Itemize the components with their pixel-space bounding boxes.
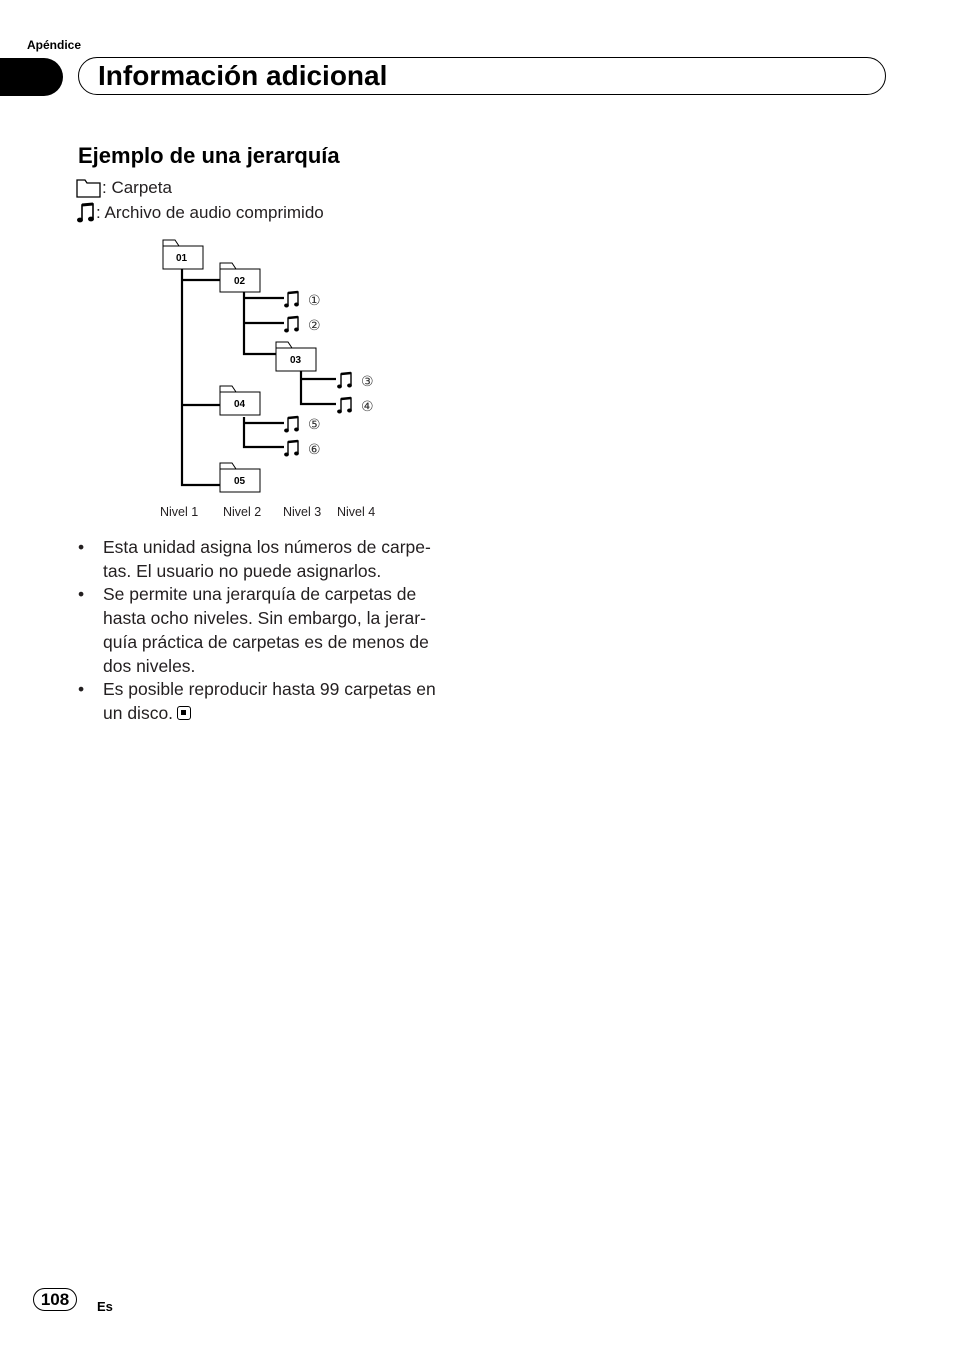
language-code: Es bbox=[97, 1299, 113, 1314]
folder-hierarchy-diagram bbox=[150, 230, 410, 530]
stop-square-icon bbox=[177, 706, 191, 720]
page-title: Información adicional bbox=[98, 60, 388, 91]
music-note-icon bbox=[284, 317, 299, 333]
folder-label-03: 03 bbox=[290, 355, 302, 366]
folder-02 bbox=[220, 263, 260, 292]
folder-01 bbox=[163, 240, 203, 269]
list-item bbox=[78, 583, 458, 678]
level-label-1: Nivel 1 bbox=[160, 505, 199, 519]
level-label-2: Nivel 2 bbox=[223, 505, 262, 519]
legend-audio bbox=[76, 202, 324, 224]
list-item-line: un disco. bbox=[103, 702, 174, 723]
file-marker-1: ① bbox=[308, 293, 321, 309]
list-item-line: tas. El usuario no puede asignarlos. bbox=[103, 560, 382, 581]
level-label-4: Nivel 4 bbox=[337, 505, 376, 519]
bullet-dot: • bbox=[78, 679, 85, 700]
file-marker-3: ③ bbox=[361, 374, 374, 390]
page-number: 108 bbox=[33, 1288, 77, 1311]
folder-label-01: 01 bbox=[176, 253, 188, 264]
legend-audio-label: : Archivo de audio comprimido bbox=[96, 203, 324, 222]
file-marker-4: ④ bbox=[361, 399, 374, 415]
music-note-icon bbox=[337, 398, 352, 414]
folder-03 bbox=[276, 342, 316, 371]
music-note-icon bbox=[284, 292, 299, 308]
chapter-tab bbox=[0, 58, 63, 96]
file-marker-2: ② bbox=[308, 318, 321, 334]
list-item-line: quía práctica de carpetas es de menos de bbox=[103, 631, 429, 652]
list-item-line: hasta ocho niveles. Sin embargo, la jerar- bbox=[103, 608, 426, 629]
bullet-dot: • bbox=[78, 537, 85, 557]
file-marker-6: ⑥ bbox=[308, 442, 321, 458]
list-item-line: dos niveles. bbox=[103, 655, 196, 676]
file-marker-5: ⑤ bbox=[308, 417, 321, 433]
folder-label-04: 04 bbox=[234, 399, 246, 410]
legend-folder-label: : Carpeta bbox=[102, 178, 172, 197]
list-item-line: Esta unidad asigna los números de carpe- bbox=[103, 537, 431, 557]
list-item-line: Es posible reproducir hasta 99 carpetas en bbox=[103, 679, 436, 700]
folder-05 bbox=[220, 463, 260, 492]
list-item bbox=[78, 678, 458, 725]
folder-label-02: 02 bbox=[234, 276, 246, 287]
list-item bbox=[78, 536, 458, 583]
music-note-icon bbox=[337, 373, 352, 389]
section-label: Apéndice bbox=[27, 38, 82, 52]
level-label-3: Nivel 3 bbox=[283, 505, 322, 519]
music-note-icon bbox=[76, 202, 96, 224]
notes-list bbox=[78, 536, 458, 726]
bullet-dot: • bbox=[78, 584, 85, 605]
music-note-icon bbox=[284, 417, 299, 433]
legend-folder bbox=[76, 178, 172, 198]
section-heading: Ejemplo de una jerarquía bbox=[78, 143, 340, 168]
list-item-line: Se permite una jerarquía de carpetas de bbox=[103, 584, 417, 605]
folder-04 bbox=[220, 386, 260, 415]
music-note-icon bbox=[284, 441, 299, 457]
folder-label-05: 05 bbox=[234, 476, 246, 487]
folder-icon bbox=[76, 178, 102, 198]
